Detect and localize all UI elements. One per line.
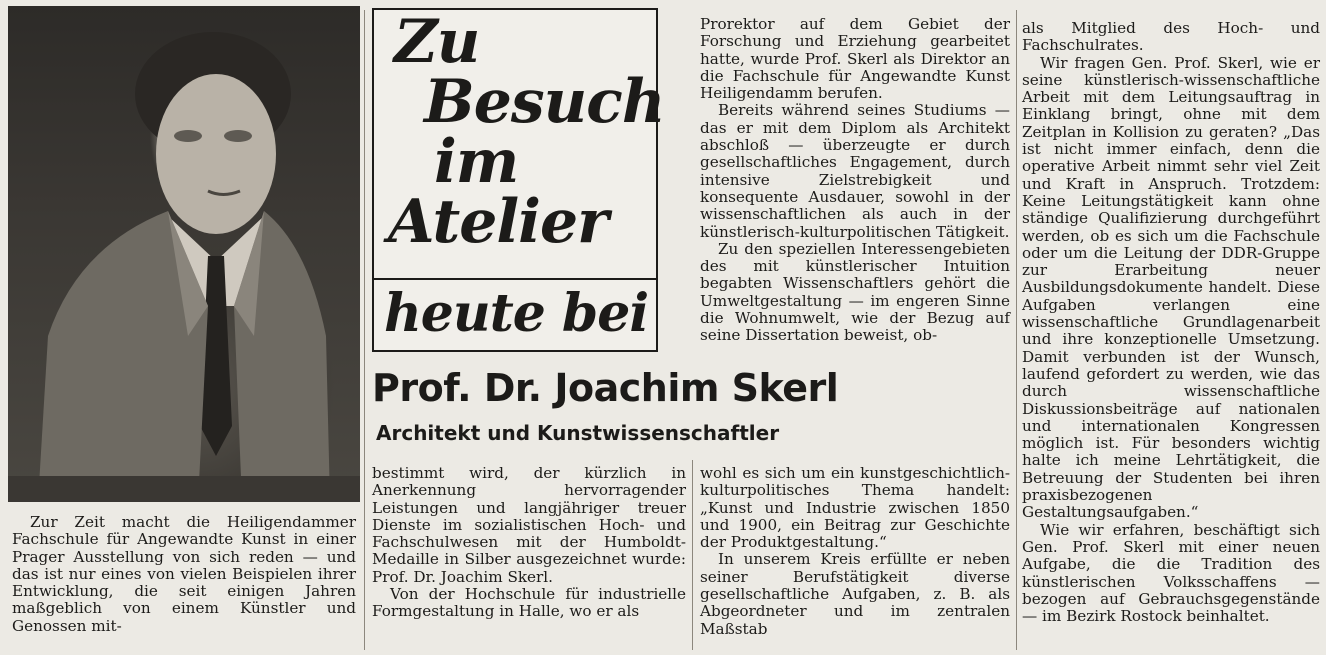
column-4 <box>1022 20 1320 625</box>
kicker-line: Atelier <box>388 187 608 257</box>
kicker-line: Zu <box>394 7 480 77</box>
kicker-title <box>384 7 665 257</box>
paragraph: Bereits während seines Studiums — das er mit dem Diplom als Architekt abschloß — überzeugte er durch gesellschaftliches Engagement, durch intensive Zielstrebigkeit und konsequente Ausdauer, sowohl in der wissenschaftlichen als auch in der künstlerisch-kulturpolitischen Tätigkeit. <box>700 101 1010 241</box>
column-2 <box>372 465 686 621</box>
kicker-line: im <box>434 127 519 197</box>
person-name: Prof. Dr. Joachim Skerl <box>372 366 839 410</box>
headline-box <box>372 7 665 352</box>
column-rule <box>1016 10 1017 650</box>
column-3-bottom <box>700 465 1010 638</box>
subhead: heute bei <box>384 283 649 344</box>
headline-divider <box>374 278 656 280</box>
paragraph: Prorektor auf dem Gebiet der Forschung und Erziehung gearbeitet hatte, wurde Prof. Skerl als Direktor an die Fachschule für Angewandte Kunst Heiligendamm berufen. <box>700 15 1010 103</box>
paragraph: Wir fragen Gen. Prof. Skerl, wie er seine künstlerisch-wissenschaftliche Arbeit mit dem Leitungsauftrag in Einklang bringt, ohne mit dem Zeitplan in Kollision zu geraten? „Das ist nicht immer einfach, denn die operative Arbeit nimmt sehr viel Zeit und Kraft in Anspruch. Trotzdem: Keine Leitungstätigkeit kann ohne ständige Qualifizierung durchgeführt werden, ob es sich um die Fachschule oder um die Leitung der DDR-Gruppe zur Erarbeitung neuer Ausbildungsdokumente handelt. Diese Aufgaben verlangen eine wissenschaftliche Grundlagenarbeit und ihre konzeptionelle Umsetzung. Damit verbunden ist der Wunsch, laufend gefordert zu werden, wie das durch wissenschaftliche Diskussionsbeiträge auf nationalen und internationalen Kongressen möglich ist. Für besonders wichtig halte ich meine Lehrtätigkeit, die Betreuung der Studenten bei ihren praxisbezogenen Gestaltungsaufgaben.“ <box>1022 53 1320 522</box>
paragraph: Von der Hochschule für industrielle Formgestaltung in Halle, wo er als <box>372 585 686 621</box>
column-3-top <box>700 16 1010 345</box>
paragraph: Zur Zeit macht die Heiligendammer Fachschule für Angewandte Kunst in einer Prager Ausstellung von sich reden — und das ist nur eines von vielen Beispielen ihrer Entwicklung, die seit einigen Jahren maßgeblich von einem Künstler und Genossen mit- <box>12 513 356 635</box>
person-role: Architekt und Kunstwissenschaftler <box>376 421 780 445</box>
paragraph: Zu den speziellen Interessengebieten des mit künstlerischer Intuition begabten Wissenschaftlers gehört die Umweltgestaltung — im engeren Sinne die Wohnumwelt, wie der Bezug auf seine Dissertation beweist, ob- <box>700 239 1010 345</box>
column-rule <box>692 460 693 650</box>
paragraph: wohl es sich um ein kunstgeschichtlich-kulturpolitisches Thema handelt: „Kunst und Industrie zwischen 1850 und 1900, ein Beitrag zur Geschichte der Produktgestaltung.“ <box>700 464 1010 552</box>
paragraph: In unserem Kreis erfüllte er neben seiner Berufstätigkeit diverse gesellschaftliche Aufgaben, z. B. als Abgeordneter und im zentralen Maßstab <box>700 550 1010 638</box>
kicker-line: Besuch <box>424 67 665 137</box>
column-1 <box>12 514 356 635</box>
paragraph: Wie wir erfahren, beschäftigt sich Gen. Prof. Skerl mit einer neuen Aufgabe, die die Tradition des künstlerischen Volksschaffens — bezogen auf Gebrauchsgegenstände — im Bezirk Rostock beinhaltet. <box>1022 520 1320 626</box>
column-rule <box>364 10 365 650</box>
paragraph: bestimmt wird, der kürzlich in Anerkennung hervorragender Leistungen und langjähriger treuer Dienste im sozialistischen Hoch- und Fachschulwesen mit der Humboldt-Medaille in Silber ausgezeichnet wurde: Prof. Dr. Joachim Skerl. <box>372 464 686 586</box>
portrait-figure <box>8 6 360 502</box>
paragraph: als Mitglied des Hoch- und Fachschulrates. <box>1022 19 1320 55</box>
portrait-photo <box>8 6 360 502</box>
